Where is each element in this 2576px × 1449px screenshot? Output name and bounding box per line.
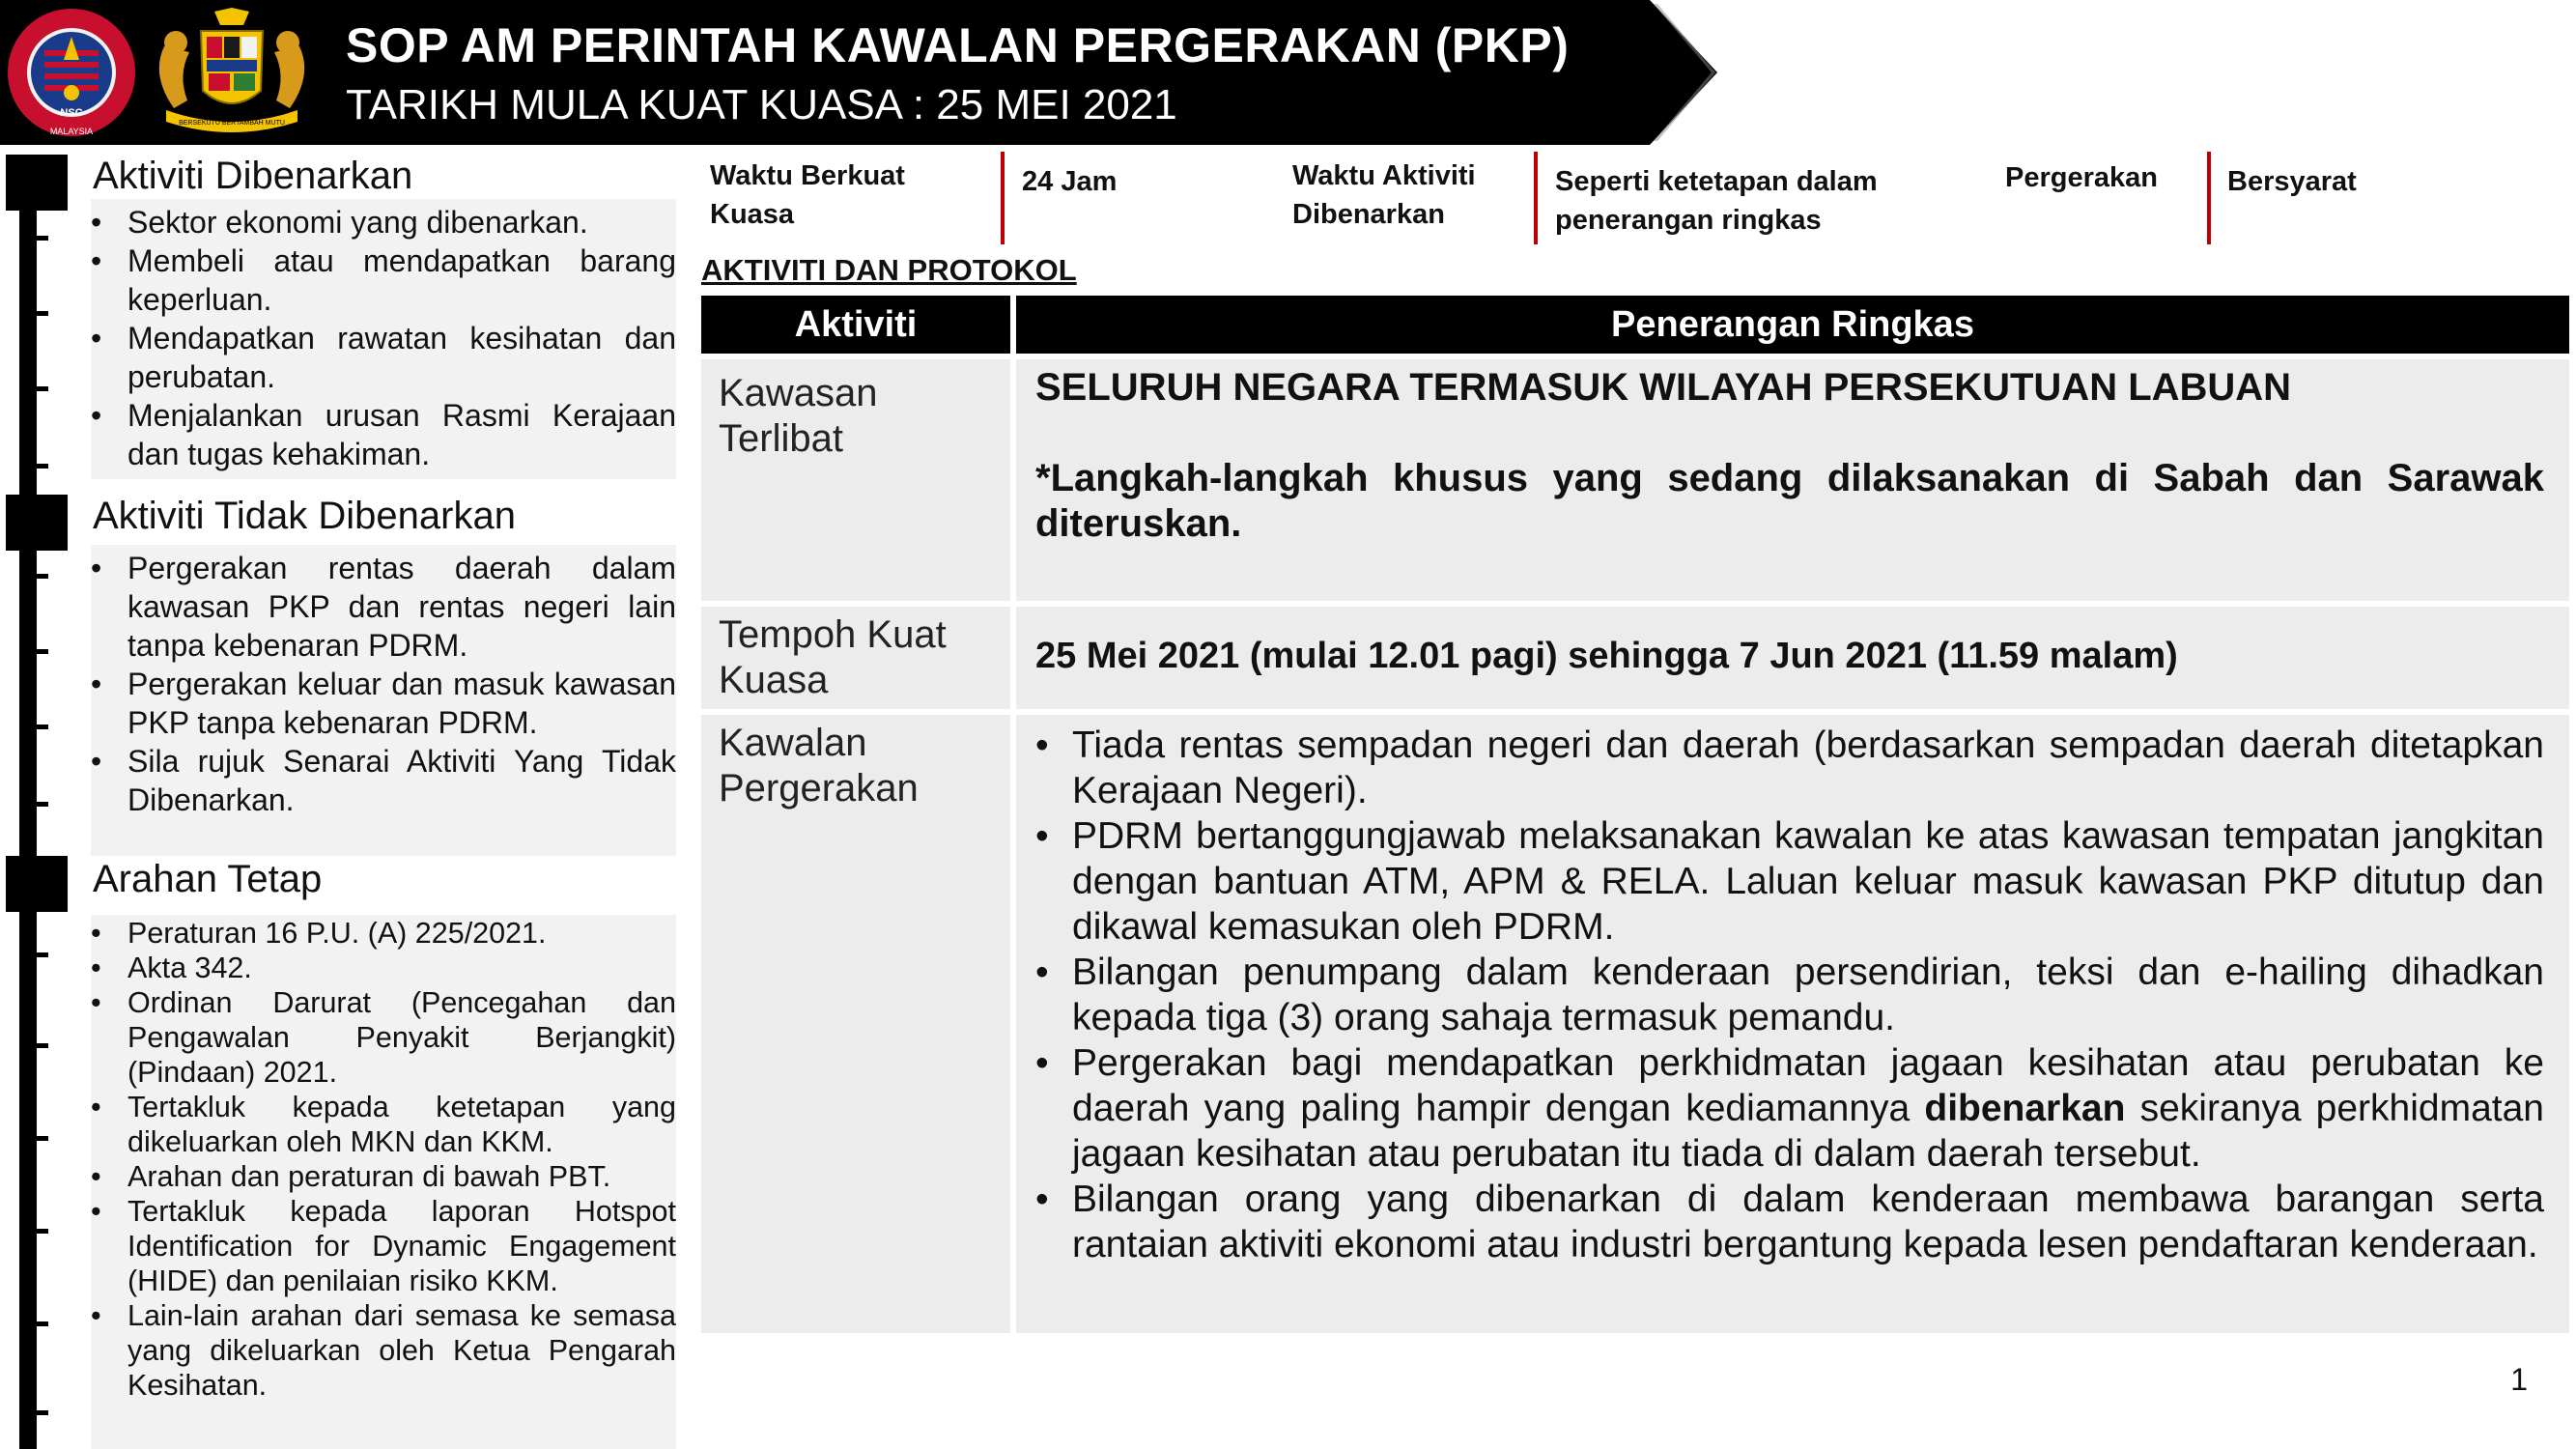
timeline-tick (19, 1321, 48, 1326)
list-item: • Arahan dan peraturan di bawah PBT. (91, 1159, 676, 1194)
timeline-tick (19, 464, 48, 469)
effective-period: 25 Mei 2021 (mulai 12.01 pagi) sehingga 7 Jun 2021 (11.59 malam) (1035, 636, 2178, 676)
standing-orders-heading: Arahan Tetap (93, 858, 323, 900)
timeline-marker (6, 495, 68, 551)
list-item: • Mendapatkan rawatan kesihatan dan perubatan. (91, 319, 676, 396)
timeline-marker (6, 155, 68, 211)
svg-text:BERSEKUTU BERTAMBAH MUTU: BERSEKUTU BERTAMBAH MUTU (179, 120, 285, 127)
activity-time-value: Seperti ketetapan dalam penerangan ringkas (1555, 166, 1878, 236)
area-statement: SELURUH NEGARA TERMASUK WILAYAH PERSEKUTUAN LABUAN (1035, 366, 2292, 409)
list-item: • PDRM bertanggungjawab melaksanakan kawalan ke atas kawasan tempatan jangkitan dengan bantuan ATM, APM & RELA. Laluan keluar masuk kawasan PKP ditutup dan dikawal kemasukan oleh PDRM. (1035, 813, 2544, 950)
row-label-cell (701, 607, 1010, 709)
nsc-logo (6, 6, 137, 139)
svg-text:NSC: NSC (60, 107, 83, 119)
svg-text:MALAYSIA: MALAYSIA (49, 127, 94, 136)
list-item: • Bilangan penumpang dalam kenderaan persendirian, teksi dan e-hailing dihadkan kepada tiga (3) orang sahaja termasuk pemandu. (1035, 950, 2544, 1040)
timeline-tick (19, 724, 48, 729)
timeline-tick (19, 952, 48, 957)
movement-label: Pergerakan (2005, 162, 2158, 193)
column-header-description: Penerangan Ringkas (1016, 296, 2569, 354)
item-text: sekiranya perkhidmatan jagaan kesihatan atau perubatan itu tiada di dalam daerah tersebut. (1072, 1088, 2544, 1175)
list-item: • Sektor ekonomi yang dibenarkan. (91, 203, 676, 242)
list-item: • Menjalankan urusan Rasmi Kerajaan dan tugas kehakiman. (91, 396, 676, 473)
row-description (1016, 359, 2569, 547)
timeline-tick (19, 1410, 48, 1415)
timeline-tick (19, 1229, 48, 1234)
timeline-tick (19, 649, 48, 654)
list-item: • Pergerakan keluar dan masuk kawasan PKP tanpa kebenaran PDRM. (91, 665, 676, 742)
page-title: SOP AM PERINTAH KAWALAN PERGERAKAN (PKP) (346, 18, 1570, 72)
row-description-cell (1016, 359, 2569, 601)
timeline-tick (19, 802, 48, 807)
list-item: • Ordinan Darurat (Pencegahan dan Pengawalan Penyakit Berjangkit) (Pindaan) 2021. (91, 985, 676, 1090)
divider (2207, 152, 2211, 244)
list-item: • Akta 342. (91, 951, 676, 985)
timeline-tick (19, 311, 48, 316)
item-text: Pergerakan bagi mendapatkan perkhidmatan jagaan kesihatan atau perubatan ke daerah yang paling hampir dengan kediamannya (1072, 1042, 2544, 1129)
timeline-marker (6, 856, 68, 912)
timeline-tick (19, 236, 48, 241)
area-note: *Langkah-langkah khusus yang sedang dilaksanakan di Sabah dan Sarawak diteruskan. (1035, 457, 2544, 545)
column-header-activity: Aktiviti (701, 296, 1010, 354)
list-item (1035, 1040, 2544, 1177)
movement-control-list (1016, 715, 2569, 1267)
list-item: • Sila rujuk Senarai Aktiviti Yang Tidak Dibenarkan. (91, 742, 676, 819)
list-item: • Pergerakan rentas daerah dalam kawasan PKP dan rentas negeri lain tanpa kebenaran PDRM. (91, 549, 676, 665)
item-bold-text: dibenarkan (1924, 1088, 2126, 1129)
timeline-tick (19, 574, 48, 579)
divider (1001, 152, 1005, 244)
list-item: • Tertakluk kepada ketetapan yang dikeluarkan oleh MKN dan KKM. (91, 1090, 676, 1159)
timeline-tick (19, 1136, 48, 1141)
row-description-cell (1016, 607, 2569, 709)
row-description-cell (1016, 715, 2569, 1333)
row-label: Kawalan Pergerakan (719, 722, 919, 810)
divider (1534, 152, 1538, 244)
standing-orders-list (91, 915, 676, 1403)
timeline-tick (19, 386, 48, 391)
list-item: • Tertakluk kepada laporan Hotspot Identification for Dynamic Engagement (HIDE) dan penilaian risiko KKM. (91, 1194, 676, 1298)
activity-time-label: Waktu Aktiviti Dibenarkan (1292, 160, 1476, 230)
list-item: • Tiada rentas sempadan negeri dan daerah (berdasarkan sempadan daerah ditetapkan Kerajaan Negeri). (1035, 723, 2544, 813)
not-allowed-activities-panel (91, 545, 676, 856)
list-item: • Membeli atau mendapatkan barang keperluan. (91, 242, 676, 319)
allowed-activities-panel (91, 199, 676, 479)
allowed-activities-list (91, 199, 676, 473)
movement-value: Bersyarat (2227, 166, 2357, 197)
effective-hours-value: 24 Jam (1022, 166, 1118, 197)
row-label: Tempoh Kuat Kuasa (719, 613, 947, 701)
not-allowed-activities-heading: Aktiviti Tidak Dibenarkan (93, 495, 516, 537)
row-label: Kawasan Terlibat (719, 372, 878, 460)
timeline-tick (19, 1043, 48, 1048)
list-item: • Bilangan orang yang dibenarkan di dalam kenderaan membawa barangan serta rantaian aktiviti ekonomi atau industri bergantung kepada lesen pendaftaran kenderaan. (1035, 1177, 2544, 1267)
effective-hours-label: Waktu Berkuat Kuasa (710, 160, 905, 230)
section-label: AKTIVITI DAN PROTOKOL (701, 253, 1077, 287)
page-number: 1 (2510, 1362, 2528, 1397)
row-label-cell (701, 715, 1010, 1333)
coat-of-arms-logo (145, 8, 319, 139)
effective-date-subtitle: TARIKH MULA KUAT KUASA : 25 MEI 2021 (346, 81, 1177, 128)
standing-orders-panel (91, 915, 676, 1449)
allowed-activities-heading: Aktiviti Dibenarkan (93, 155, 413, 197)
not-allowed-activities-list (91, 545, 676, 819)
row-label-cell (701, 359, 1010, 601)
list-item: • Peraturan 16 P.U. (A) 225/2021. (91, 916, 676, 951)
list-item: • Lain-lain arahan dari semasa ke semasa yang dikeluarkan oleh Ketua Pengarah Kesihatan. (91, 1298, 676, 1403)
